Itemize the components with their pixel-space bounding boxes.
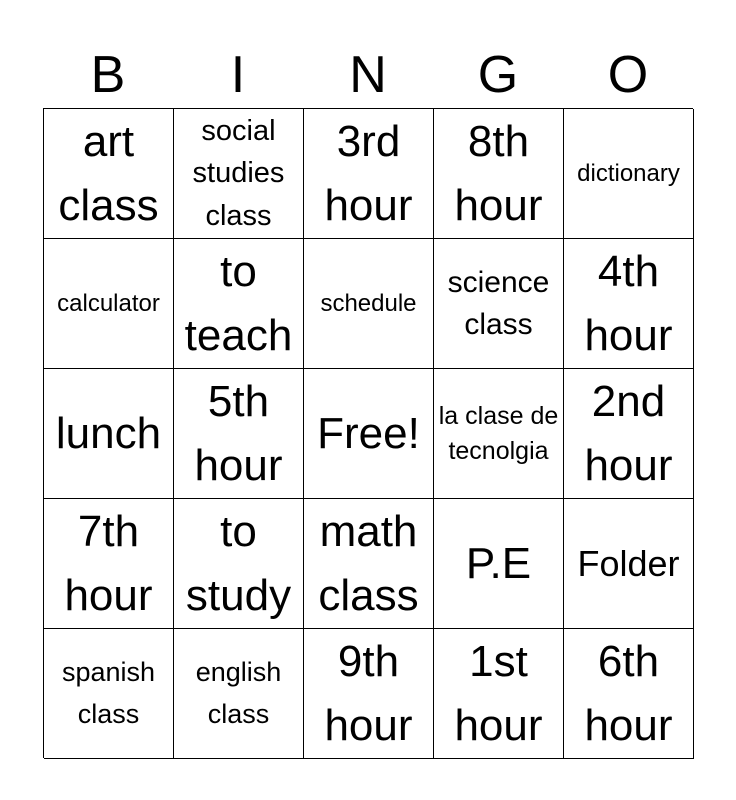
- cell-text: to study: [185, 506, 292, 620]
- bingo-cell[interactable]: [434, 499, 564, 629]
- bingo-cell[interactable]: [44, 369, 174, 499]
- bingo-cell[interactable]: [174, 109, 304, 239]
- bingo-cell[interactable]: [44, 629, 174, 759]
- cell-text: P.E: [465, 538, 532, 588]
- bingo-cell[interactable]: [564, 239, 694, 369]
- cell-text: 2nd hour: [584, 376, 673, 490]
- header-letter-o: O: [607, 46, 649, 104]
- bingo-cell[interactable]: [44, 109, 174, 239]
- cell-text: Folder: [577, 542, 680, 584]
- header-letter-b: B: [90, 46, 126, 104]
- bingo-cell[interactable]: [564, 109, 694, 239]
- bingo-cell[interactable]: [304, 239, 434, 369]
- cell-text: la clase de tecnolgia: [438, 401, 559, 465]
- header-letter-g: G: [477, 46, 519, 104]
- bingo-cell[interactable]: [44, 239, 174, 369]
- cell-text: Free!: [317, 408, 420, 458]
- bingo-cell[interactable]: [174, 239, 304, 369]
- cell-text: 8th hour: [454, 116, 543, 230]
- cell-text: 3rd hour: [324, 116, 413, 230]
- cell-text: math class: [318, 506, 419, 620]
- cell-text: 1st hour: [454, 636, 543, 750]
- cell-text: 7th hour: [64, 506, 153, 620]
- cell-text: 9th hour: [324, 636, 413, 750]
- cell-text: art class: [58, 116, 159, 230]
- bingo-grid: [43, 108, 693, 758]
- bingo-cell[interactable]: [304, 629, 434, 759]
- bingo-cell[interactable]: [304, 369, 434, 499]
- cell-text: 5th hour: [194, 376, 283, 490]
- bingo-cell[interactable]: [304, 109, 434, 239]
- bingo-cell[interactable]: [174, 629, 304, 759]
- bingo-cell[interactable]: [174, 499, 304, 629]
- bingo-cell[interactable]: [434, 109, 564, 239]
- cell-text: 6th hour: [584, 636, 673, 750]
- cell-text: lunch: [55, 408, 162, 458]
- cell-text: dictionary: [577, 159, 680, 187]
- cell-text: english class: [195, 656, 282, 729]
- header-letter-i: I: [230, 46, 246, 104]
- bingo-cell[interactable]: [564, 369, 694, 499]
- cell-text: calculator: [57, 289, 160, 317]
- cell-text: schedule: [320, 289, 417, 317]
- bingo-cell[interactable]: [434, 369, 564, 499]
- cell-text: to teach: [184, 246, 293, 360]
- bingo-header: [43, 42, 693, 108]
- cell-text: spanish class: [61, 656, 156, 729]
- bingo-cell[interactable]: [434, 239, 564, 369]
- cell-text: science class: [447, 265, 550, 341]
- cell-text: 4th hour: [584, 246, 673, 360]
- bingo-cell[interactable]: [564, 499, 694, 629]
- bingo-cell[interactable]: [304, 499, 434, 629]
- header-letter-n: N: [349, 46, 387, 104]
- bingo-cell[interactable]: [174, 369, 304, 499]
- bingo-cell[interactable]: [44, 499, 174, 629]
- bingo-cell[interactable]: [564, 629, 694, 759]
- bingo-cell[interactable]: [434, 629, 564, 759]
- cell-text: social studies class: [192, 115, 285, 232]
